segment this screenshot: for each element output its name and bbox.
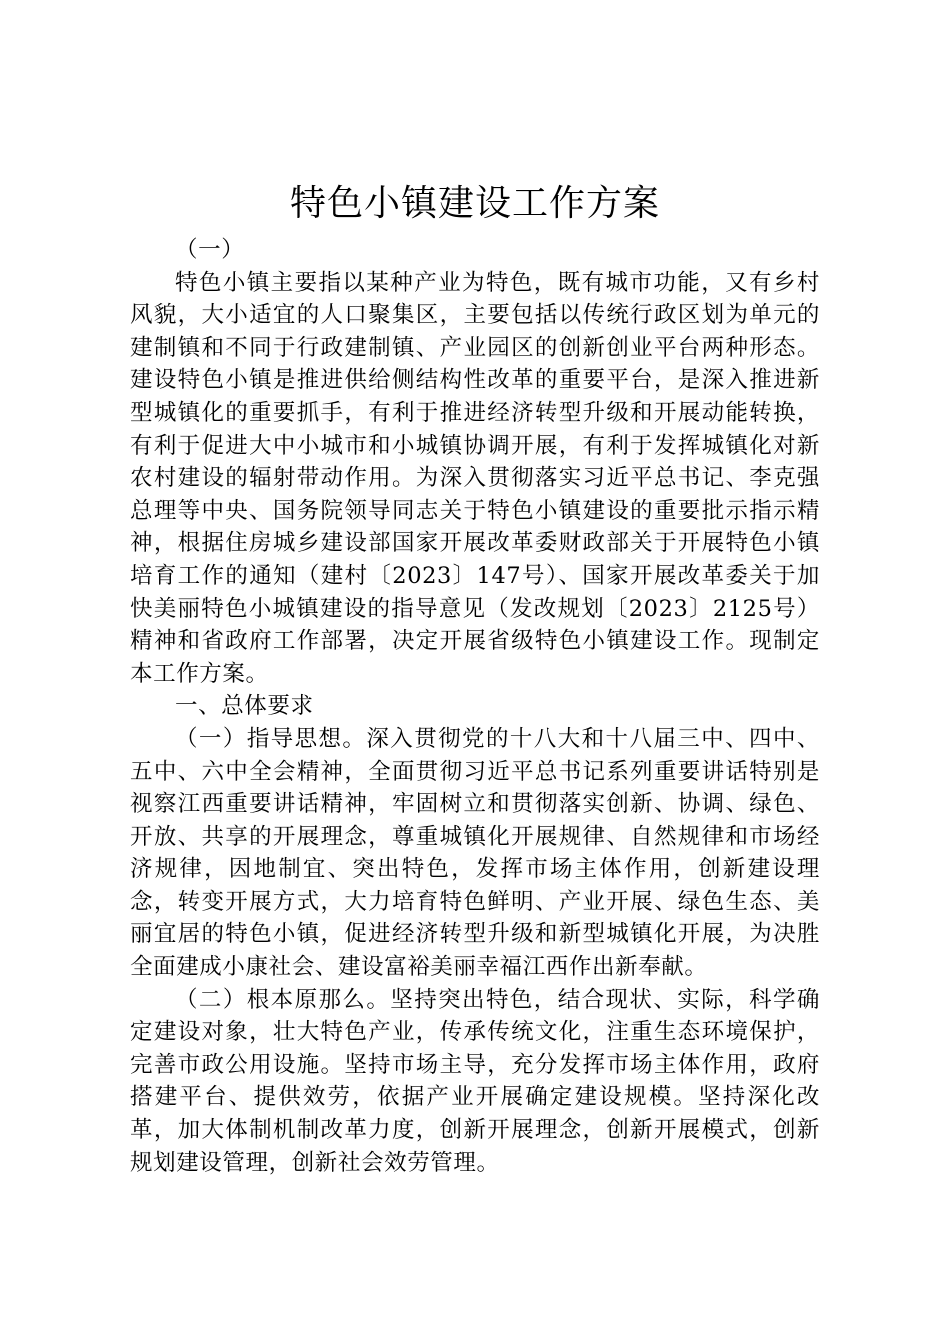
document-title: 特色小镇建设工作方案 bbox=[289, 183, 660, 224]
document-body bbox=[130, 234, 820, 1179]
section-marker: （一） bbox=[175, 237, 245, 263]
basic-principles-paragraph: （二）根本原那么。坚持突出特色，结合现状、实际，科学确定建设对象，壮大特色产业，传承传统文化，注重生态环境保护，完善市政公用设施。坚持市场主导，充分发挥市场主体作用，政府搭建平台、提供效劳，依据产业开展确定建设规模。坚持深化改革，加大体制机制改革力度，创新开展理念，创新开展模式，创新规划建设管理，创新社会效劳管理。 bbox=[130, 986, 820, 1176]
intro-paragraph: 特色小镇主要指以某种产业为特色，既有城市功能，又有乡村风貌，大小适宜的人口聚集区，主要包括以传统行政区划为单元的建制镇和不同于行政建制镇、产业园区的创新创业平台两种形态。建设特色小镇是推进供给侧结构性改革的重要平台，是深入推进新型城镇化的重要抓手，有利于推进经济转型升级和开展动能转换，有利于促进大中小城市和小城镇协调开展，有利于发挥城镇化对新农村建设的辐射带动作用。为深入贯彻落实习近平总书记、李克强总理等中央、国务院领导同志关于特色小镇建设的重要批示指示精神，根据住房城乡建设部国家开展改革委财政部关于开展特色小镇培育工作的通知（建村〔2023〕147号）、国家开展改革委关于加快美丽特色小城镇建设的指导意见（发改规划〔2023〕2125号）精神和省政府工作部署，决定开展省级特色小镇建设工作。现制定本工作方案。 bbox=[130, 269, 820, 687]
guiding-ideology-paragraph: （一）指导思想。深入贯彻党的十八大和十八届三中、四中、五中、六中全会精神，全面贯彻习近平总书记系列重要讲话特别是视察江西重要讲话精神，牢固树立和贯彻落实创新、协调、绿色、开放、共享的开展理念，尊重城镇化开展规律、自然规律和市场经济规律，因地制宜、突出特色，发挥市场主体作用，创新建设理念，转变开展方式，大力培育特色鲜明、产业开展、绿色生态、美丽宜居的特色小镇，促进经济转型升级和新型城镇化开展，为决胜全面建成小康社会、建设富裕美丽幸福江西作出新奉献。 bbox=[130, 725, 820, 981]
section-heading-general-requirements: 一、总体要求 bbox=[175, 693, 314, 720]
